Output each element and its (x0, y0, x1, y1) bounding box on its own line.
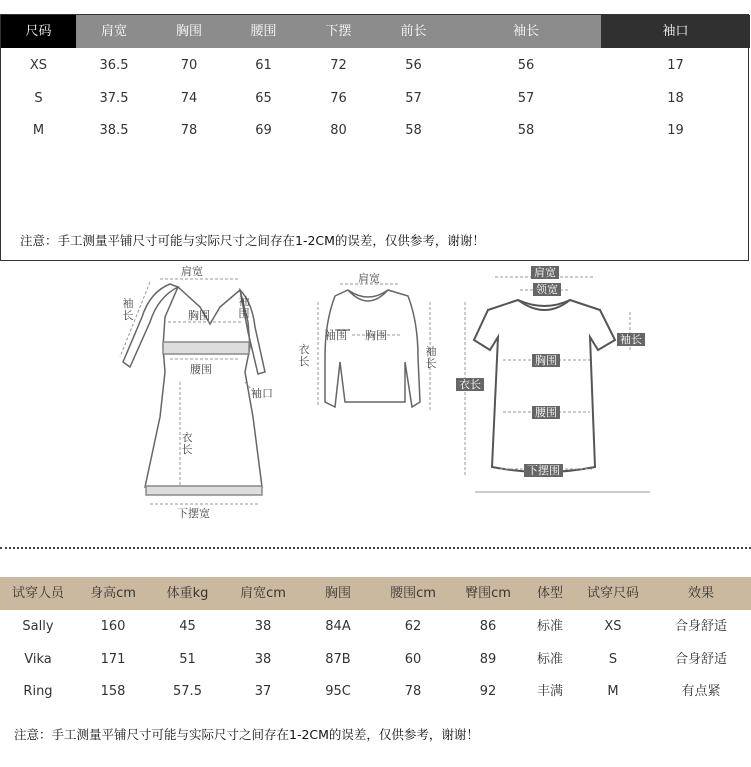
sweater-illustration (325, 290, 420, 407)
tryon-table-header (0, 577, 751, 610)
cell-fit: 合身舒适 (674, 652, 727, 667)
cell-hip: 86 (479, 619, 497, 634)
cell-body-type: 标准 (536, 619, 563, 634)
cell-cuff: 19 (667, 123, 684, 138)
cell-waist: 65 (255, 91, 272, 106)
cell-chest: 70 (180, 58, 198, 73)
cell-height: 171 (100, 652, 126, 667)
cell-body-type: 标准 (536, 652, 563, 667)
sweater-sleeve-length-label: 袖长 (425, 345, 437, 370)
dress-sleeve-width-label: 袖围 (238, 295, 250, 320)
cell-hip: 89 (479, 652, 497, 667)
tshirt-hem-label: 下摆围 (524, 464, 563, 477)
header-shoulder: 肩宽 (100, 24, 127, 39)
header-model: 试穿人员 (11, 586, 64, 601)
cell-model: Ring (23, 684, 53, 699)
cell-tried-size: S (608, 652, 618, 667)
header-hip: 臀围cm (465, 586, 511, 601)
dress-hem-label: 下摆宽 (177, 507, 210, 520)
cell-shoulder: 38 (254, 652, 272, 667)
header-waist: 腰围cm (390, 586, 436, 601)
header-cuff: 袖口 (601, 15, 750, 48)
cell-cuff: 18 (667, 91, 684, 106)
cell-chest: 95C (325, 684, 351, 699)
cell-shoulder: 37.5 (99, 91, 129, 106)
cell-front-length: 58 (405, 123, 422, 138)
dress-length-label: 衣长 (181, 431, 193, 456)
measurement-note: 注意：手工测量平铺尺寸可能与实际尺寸之间存在1-2CM的误差，仅供参考，谢谢！ (20, 233, 485, 248)
tshirt-chest-label: 胸围 (532, 354, 560, 367)
cell-size: XS (29, 58, 48, 73)
header-hem: 下摆 (325, 24, 352, 39)
cell-sleeve-length: 57 (517, 91, 535, 106)
garment-illustrations (0, 262, 751, 532)
cell-shoulder: 37 (254, 684, 272, 699)
header-chest: 胸围 (324, 586, 351, 601)
cell-model: Sally (22, 619, 54, 634)
sweater-length-label: 衣长 (298, 343, 310, 368)
size-chart (0, 14, 749, 261)
cell-hem: 72 (330, 58, 347, 73)
cell-sleeve-length: 56 (517, 58, 535, 73)
tshirt-waist-label: 腰围 (532, 406, 560, 419)
section-divider (0, 547, 751, 549)
dress-sleeve-length-label: 袖长 (122, 297, 134, 322)
cell-front-length: 57 (405, 91, 422, 106)
cell-waist: 60 (404, 652, 422, 667)
tshirt-shoulder-label: 肩宽 (531, 266, 559, 279)
tshirt-sleeve-length-label: 袖长 (617, 333, 645, 346)
cell-fit: 有点紧 (681, 684, 721, 699)
cell-cuff: 17 (667, 58, 684, 73)
cell-tried-size: M (607, 684, 619, 699)
dress-chest-label: 胸围 (188, 309, 210, 322)
cell-sleeve-length: 58 (517, 123, 535, 138)
cell-height: 160 (100, 619, 126, 634)
cell-height: 158 (100, 684, 126, 699)
header-shoulder: 肩宽cm (240, 586, 286, 601)
header-fit: 效果 (687, 586, 714, 601)
sweater-sleeve-width-label: 袖围 (325, 329, 347, 342)
cell-size: S (34, 91, 43, 106)
dress-shoulder-label: 肩宽 (181, 265, 203, 278)
cell-waist: 69 (255, 123, 272, 138)
cell-tried-size: XS (604, 619, 622, 634)
tshirt-length-label: 衣长 (456, 378, 484, 391)
header-waist: 腰围 (250, 24, 277, 39)
cell-shoulder: 36.5 (99, 58, 129, 73)
cell-body-type: 丰满 (536, 684, 563, 699)
cell-waist: 61 (255, 58, 272, 73)
header-sleeve-length: 袖长 (512, 24, 539, 39)
cell-fit: 合身舒适 (674, 619, 727, 634)
cell-waist: 78 (404, 684, 422, 699)
tryon-note: 注意：手工测量平铺尺寸可能与实际尺寸之间存在1-2CM的误差，仅供参考，谢谢！ (14, 727, 479, 742)
measurement-diagrams (0, 262, 751, 532)
cell-hem: 80 (330, 123, 347, 138)
size-chart-header (1, 15, 748, 48)
cell-hip: 92 (479, 684, 497, 699)
cell-weight: 51 (179, 652, 196, 667)
cell-waist: 62 (404, 619, 422, 634)
cell-chest: 78 (180, 123, 198, 138)
cell-shoulder: 38.5 (99, 123, 129, 138)
dress-cuff-label: 袖口 (251, 387, 273, 400)
header-tried-size: 试穿尺码 (586, 586, 639, 601)
cell-chest: 87B (325, 652, 351, 667)
header-weight: 体重kg (166, 586, 209, 601)
cell-size: M (32, 123, 45, 138)
cell-weight: 45 (179, 619, 196, 634)
cell-weight: 57.5 (173, 684, 202, 699)
header-body-type: 体型 (536, 586, 563, 601)
header-chest: 胸围 (175, 24, 202, 39)
cell-hem: 76 (330, 91, 347, 106)
cell-chest: 84A (325, 619, 351, 634)
sweater-chest-label: 胸围 (365, 329, 387, 342)
cell-chest: 74 (180, 91, 198, 106)
cell-model: Vika (24, 652, 52, 667)
sweater-shoulder-label: 肩宽 (358, 272, 380, 285)
tshirt-neck-label: 领宽 (533, 283, 561, 296)
cell-shoulder: 38 (254, 619, 272, 634)
tshirt-illustration (474, 300, 615, 472)
header-front-length: 前长 (400, 24, 427, 39)
dress-waist-label: 腰围 (190, 363, 212, 376)
header-size: 尺码 (1, 15, 76, 48)
header-height: 身高cm (90, 586, 136, 601)
cell-front-length: 56 (405, 58, 422, 73)
